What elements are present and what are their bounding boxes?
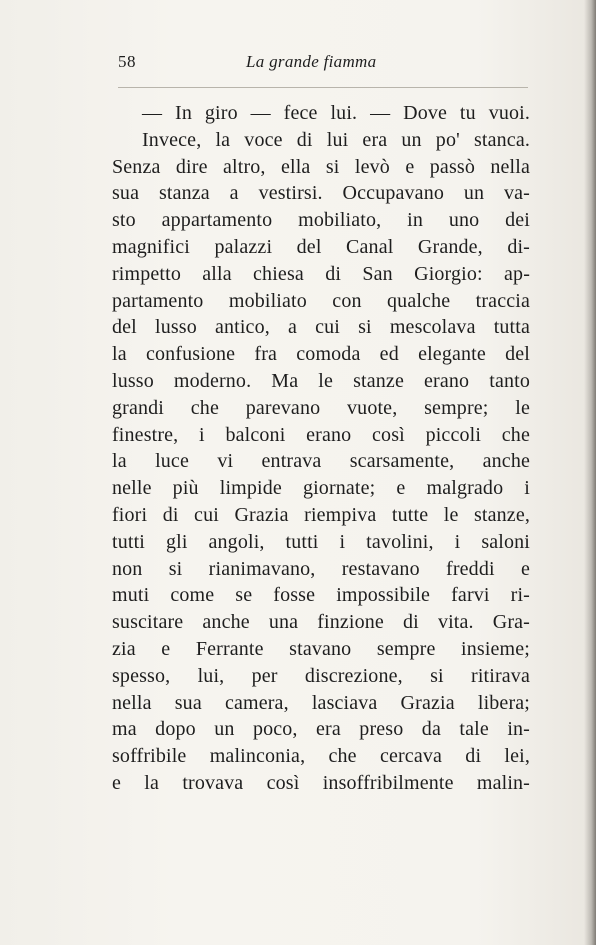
text-line: soffribile malinconia, che cercava di lei, [112, 745, 530, 768]
text-line: nella sua camera, lasciava Grazia libera; [112, 691, 530, 714]
text-line: tutti gli angoli, tutti i tavolini, i saloni [112, 530, 530, 553]
text-line: rimpetto alla chiesa di San Giorgio: ap- [112, 262, 530, 285]
running-title: La grande fiamma [246, 52, 377, 71]
text-line: la luce vi entrava scarsamente, anche [112, 450, 530, 473]
text-line: finestre, i balconi erano così piccoli che [112, 423, 530, 446]
text-line: — In giro — fece lui. — Dove tu vuoi. [142, 102, 530, 124]
text-line: non si rianimavano, restavano freddi e [112, 557, 530, 580]
text-line: sto appartamento mobiliato, in uno dei [112, 209, 530, 232]
body-text [112, 100, 530, 797]
text-line: suscitare anche una finzione di vita. Gra- [112, 611, 530, 634]
text-line: ma dopo un poco, era preso da tale in- [112, 718, 530, 741]
text-line: muti come se fosse impossibile farvi ri- [112, 584, 530, 607]
text-line: sua stanza a vestirsi. Occupavano un va- [112, 182, 530, 205]
header-rule [118, 87, 528, 88]
text-line: la confusione fra comoda ed elegante del [112, 343, 530, 366]
text-line: partamento mobiliato con qualche traccia [112, 289, 530, 312]
text-line: grandi che parevano vuote, sempre; le [112, 396, 530, 419]
text-line: spesso, lui, per discrezione, si ritirava [112, 664, 530, 687]
text-line: lusso moderno. Ma le stanze erano tanto [112, 369, 530, 392]
text-line: nelle più limpide giornate; e malgrado i [112, 477, 530, 500]
page-number: 58 [118, 52, 136, 71]
text-line: del lusso antico, a cui si mescolava tutta [112, 316, 530, 339]
text-line: fiori di cui Grazia riempiva tutte le stanze, [112, 503, 530, 526]
text-line: magnifici palazzi del Canal Grande, di- [112, 235, 530, 258]
page-header [118, 52, 538, 78]
text-line: Invece, la voce di lui era un po' stanca. [142, 128, 530, 151]
page-spine-shadow [584, 0, 596, 945]
text-line: e la trovava così insoffribilmente malin- [112, 771, 530, 794]
text-line: zia e Ferrante stavano sempre insieme; [112, 637, 530, 660]
text-line: Senza dire altro, ella si levò e passò nella [112, 155, 530, 178]
